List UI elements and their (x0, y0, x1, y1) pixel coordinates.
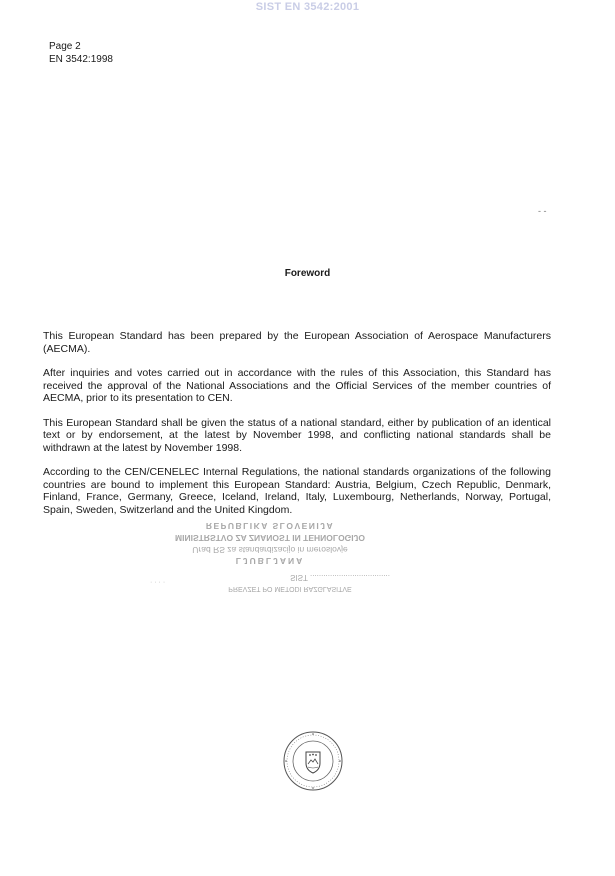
stamp-signature-line: SIST .................................... (290, 573, 390, 582)
stamp-line-republic: REPUBLIKA SLOVENIJA (205, 521, 335, 531)
standard-number: EN 3542:1998 (49, 54, 113, 65)
round-seal-icon (282, 730, 344, 792)
foreword-title: Foreword (284, 268, 331, 279)
page-reference (49, 40, 113, 66)
stamp-smudge-icon: · · · · (150, 579, 166, 586)
foreword-paragraph: This European Standard has been prepared by the European Association of Aerospace Manufacturers (AECMA). (43, 330, 551, 355)
document-watermark: SIST EN 3542:2001 (255, 1, 360, 13)
foreword-paragraph: According to the CEN/CENELEC Internal Regulations, the national standards organizations of the following countries are bound to implement this European Standard: Austria, Belgium, Czech Republic, Denmark, Finland, France, Germany, Greece, Iceland, Ireland, Italy, Luxembourg, Netherlands, Norway, Portugal, Spain, Sweden, Switzerland and the United Kingdom. (43, 466, 551, 516)
foreword-body (43, 330, 551, 528)
stamp-line-office: Urad RS za standardizacijo in meroslovje (192, 545, 348, 555)
foreword-paragraph: After inquiries and votes carried out in accordance with the rules of this Association, this Standard has received the approval of the National Associations and the Official Services of the member countries of AECMA, prior to its presentation to CEN. (43, 367, 551, 404)
stamp-line-city: LJUBLJANA (235, 556, 305, 566)
official-stamp (150, 521, 390, 596)
foreword-paragraph: This European Standard shall be given the status of a national standard, either by publication of an identical text or by endorsement, at the latest by November 1998, and conflicting national standards shall be withdrawn at the latest by November 1998. (43, 416, 551, 454)
page-number: Page 2 (49, 41, 81, 52)
scan-speck: - - (538, 206, 547, 216)
stamp-footer: PREVZET PO METODI RAZGLASITVE (228, 585, 352, 592)
stamp-line-ministry: MINISTRSTVO ZA ZNANOST IN TEHNOLOGIJO (175, 533, 365, 543)
